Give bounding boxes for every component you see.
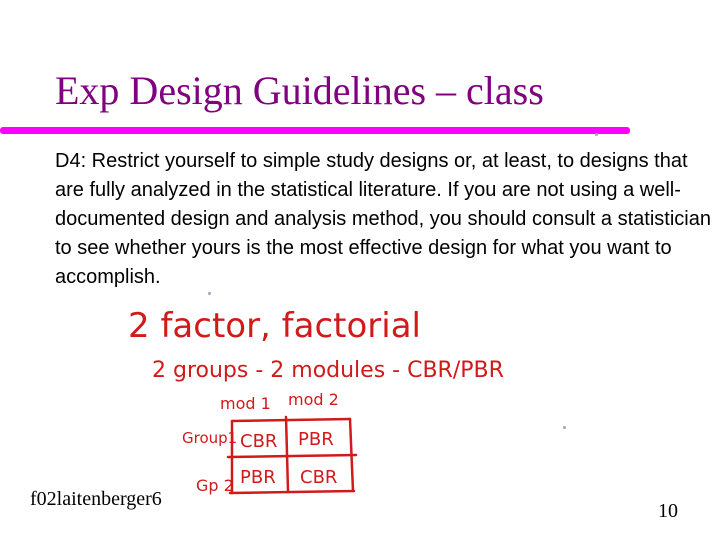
handwritten-annotation — [110, 295, 550, 505]
scan-speck — [595, 133, 598, 136]
footer-label: f02laitenberger6 — [30, 488, 162, 510]
slide-title: Exp Design Guidelines – class — [55, 68, 544, 113]
annotation-row1: Group1 — [182, 429, 238, 447]
page-number: 10 — [658, 500, 678, 522]
title-underline — [0, 127, 630, 134]
annotation-line1: 2 factor, factorial — [128, 306, 422, 346]
scan-speck — [208, 292, 211, 295]
annotation-cell-2-2: CBR — [300, 467, 338, 488]
scan-speck — [563, 426, 566, 429]
annotation-cell-2-1: PBR — [240, 467, 276, 488]
annotation-cell-1-2: PBR — [298, 429, 334, 450]
annotation-line2: 2 groups - 2 modules - CBR/PBR — [152, 358, 504, 383]
annotation-col1: mod 1 — [220, 394, 271, 413]
annotation-cell-1-1: CBR — [240, 431, 278, 452]
annotation-row2: Gp 2 — [196, 476, 234, 495]
slide-body-text: D4: Restrict yourself to simple study designs or, at least, to designs that are fully analyzed in the statistical literature. If you are not using a well-documented design and analysis method, you should consult a statistician to see whether yours is the most effective design for what you want to accomplish. — [55, 150, 711, 288]
annotation-col2: mod 2 — [288, 390, 339, 409]
